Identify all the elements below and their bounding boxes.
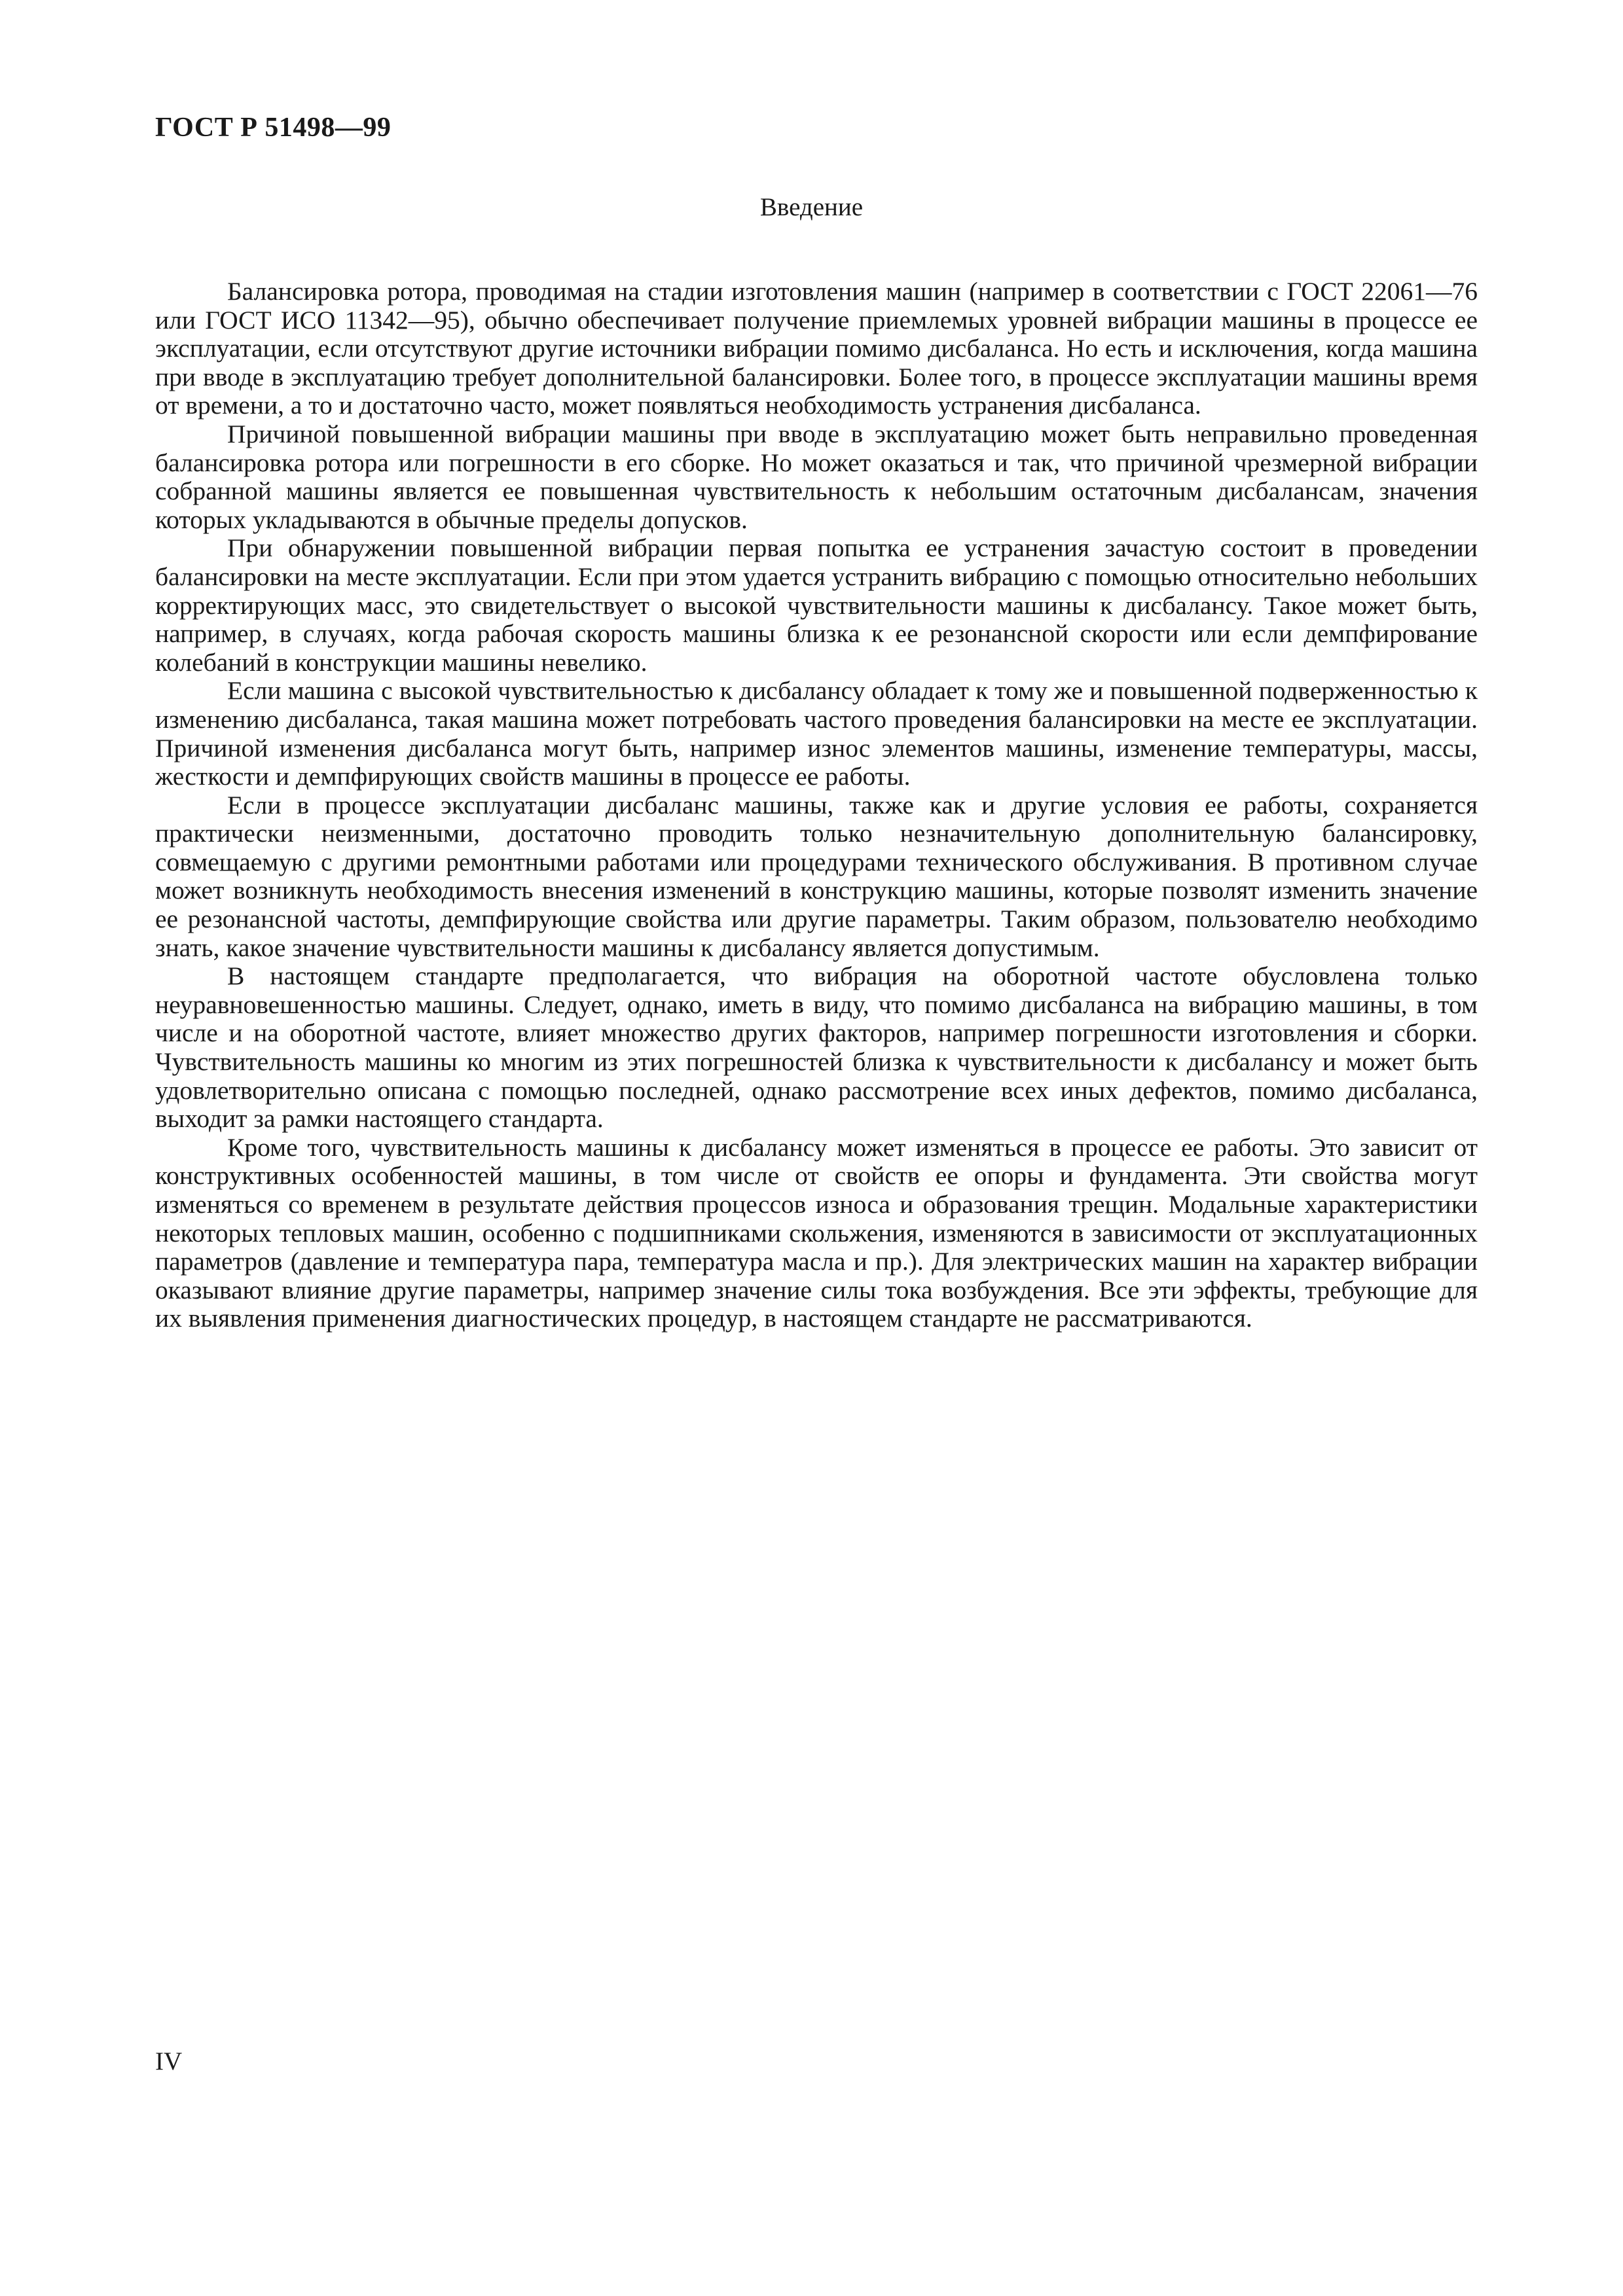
standard-header: ГОСТ Р 51498—99 (155, 113, 392, 143)
paragraph: Балансировка ротора, проводимая на стадии изготовления машин (например в соответствии с ГОСТ 22061—76 или ГОСТ ИСО 11342—95), обычно обеспечивает получение приемлемых уровней вибрации машины в процессе ее эксплуатации, если отсутствуют другие источники вибрации помимо дисбаланса. Но есть и исключения, когда машина при вводе в эксплуатацию требует дополнительной балансировки. Более того, в процессе эксплуатации машины время от времени, а то и достаточно часто, может появляться необходимость устранения дисбаланса. (155, 277, 1478, 420)
paragraph: Если машина с высокой чувствительностью к дисбалансу обладает к тому же и повышенной подверженностью к изменению дисбаланса, такая машина может потребовать частого проведения балансировки на месте ее эксплуатации. Причиной изменения дисбаланса могут быть, например износ элементов машины, изменение температуры, массы, жесткости и демпфирующих свойств машины в процессе ее работы. (155, 676, 1478, 791)
introduction-body (155, 278, 1478, 1333)
paragraph: Если в процессе эксплуатации дисбаланс машины, также как и другие условия ее работы, сохраняется практически неизменными, достаточно проводить только незначительную дополнительную балансировку, совмещаемую с другими ремонтными работами или процедурами технического обслуживания. В противном случае может возникнуть необходимость внесения изменений в конструкцию машины, которые позволят изменить значение ее резонансной частоты, демпфирующие свойства или другие параметры. Таким образом, пользователю необходимо знать, какое значение чувствительности машины к дисбалансу является допустимым. (155, 790, 1478, 962)
page-number: IV (155, 2047, 183, 2075)
paragraph: Причиной повышенной вибрации машины при вводе в эксплуатацию может быть неправильно проведенная балансировка ротора или погрешности в его сборке. Но может оказаться и так, что причиной чрезмерной вибрации собранной машины является ее повышенная чувствительность к небольшим остаточным дисбалансам, значения которых укладываются в обычные пределы допусков. (155, 419, 1478, 534)
section-title: Введение (759, 193, 864, 221)
paragraph: Кроме того, чувствительность машины к дисбалансу может изменяться в процессе ее работы. Это зависит от конструктивных особенностей машины, в том числе от свойств ее опоры и фундамента. Эти свойства могут изменяться со временем в результате действия процессов износа и образования трещин. Модальные характеристики некоторых тепловых машин, особенно с подшипниками скольжения, изменяются в зависимости от эксплуатационных параметров (давление и температура пара, температура масла и пр.). Для электрических машин на характер вибрации оказывают влияние другие параметры, например значение силы тока возбуждения. Все эти эффекты, требующие для их выявления применения диагностических процедур, в настоящем стандарте не рассматриваются. (155, 1132, 1478, 1333)
paragraph: В настоящем стандарте предполагается, что вибрация на оборотной частоте обусловлена только неуравновешенностью машины. Следует, однако, иметь в виду, что помимо дисбаланса на вибрацию машины, в том числе и на оборотной частоте, влияет множество других факторов, например погрешности изготовления и сборки. Чувствительность машины ко многим из этих погрешностей близка к чувствительности к дисбалансу и может быть удовлетворительно описана с помощью последней, однако рассмотрение всех иных дефектов, помимо дисбаланса, выходит за рамки настоящего стандарта. (155, 961, 1478, 1134)
paragraph: При обнаружении повышенной вибрации первая попытка ее устранения зачастую состоит в проведении балансировки на месте эксплуатации. Если при этом удается устранить вибрацию с помощью относительно небольших корректирующих масс, это свидетельствует о высокой чувствительности машины к дисбалансу. Такое может быть, например, в случаях, когда рабочая скорость машины близка к ее резонансной скорости или если демпфирование колебаний в конструкции машины невелико. (155, 533, 1478, 677)
